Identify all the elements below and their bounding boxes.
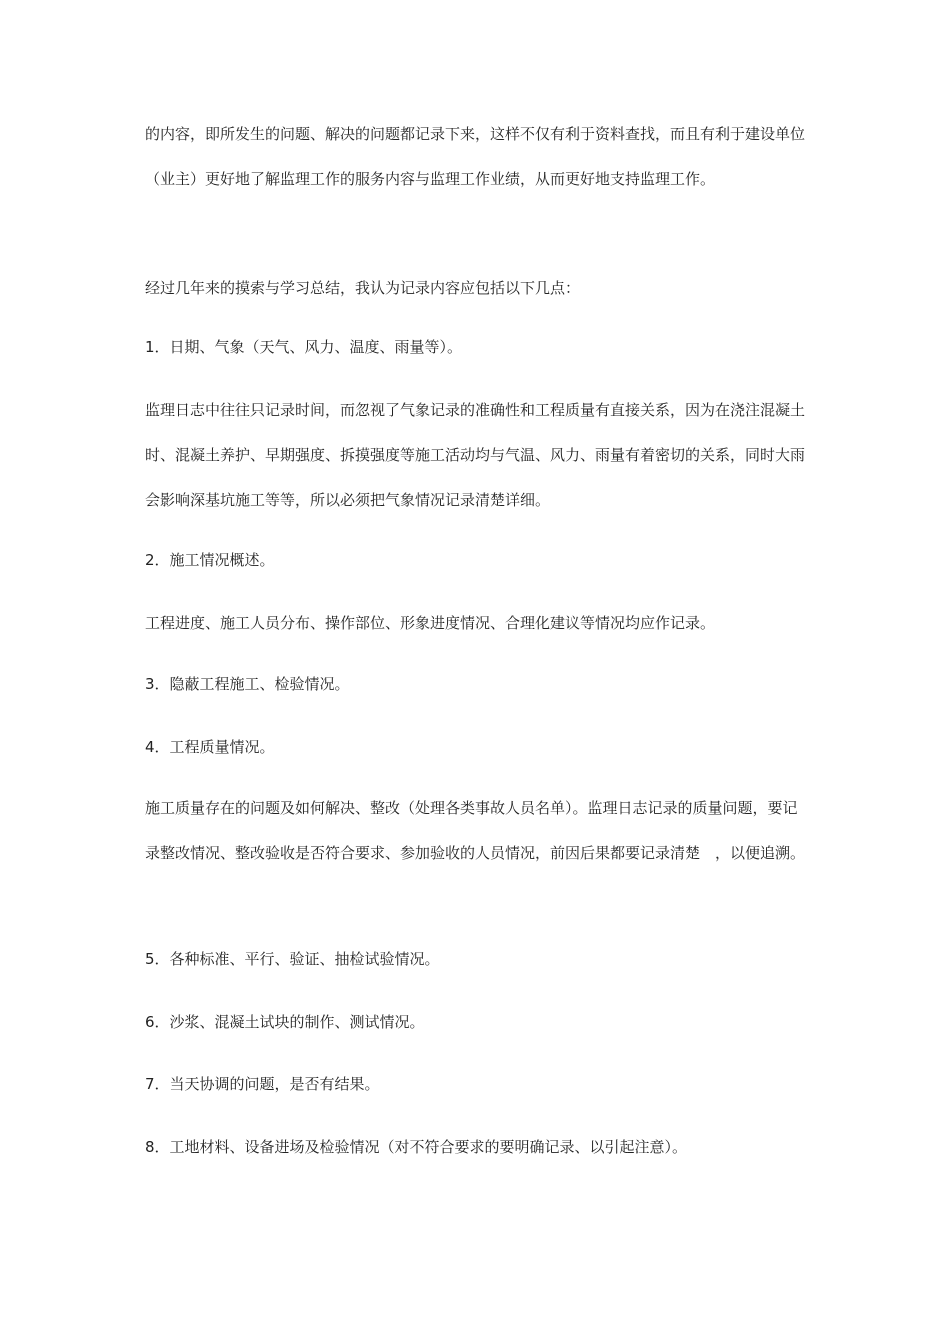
list-item-5-heading: 5．各种标准、平行、验证、抽检试验情况。 xyxy=(145,950,440,968)
paragraph-quality-detail: 施工质量存在的问题及如何解决、整改（处理各类事故人员名单）。监理日志记录的质量问题，要记录整改情况、整改验收是否符合要求、参加验收的人员情况，前因后果都要记录清楚 ，以便追溯。 xyxy=(145,799,806,862)
paragraph-construction-detail: 工程进度、施工人员分布、操作部位、形象进度情况、合理化建议等情况均应作记录。 xyxy=(145,614,716,632)
list-item-7-heading: 7．当天协调的问题，是否有结果。 xyxy=(145,1075,380,1093)
list-item-8-heading: 8．工地材料、设备进场及检验情况（对不符合要求的要明确记录、以引起注意）。 xyxy=(145,1138,688,1156)
paragraph-summary: 经过几年来的摸索与学习总结，我认为记录内容应包括以下几点： xyxy=(145,279,581,297)
list-item-4-heading: 4．工程质量情况。 xyxy=(145,738,275,756)
list-item-1-heading: 1．日期、气象（天气、风力、温度、雨量等）。 xyxy=(145,338,463,356)
list-item-3-heading: 3．隐蔽工程施工、检验情况。 xyxy=(145,675,350,693)
list-item-2-heading: 2．施工情况概述。 xyxy=(145,551,275,569)
paragraph-intro-continuation: 的内容，即所发生的问题、解决的问题都记录下来，这样不仅有利于资料查找，而且有利于建设单位（业主）更好地了解监理工作的服务内容与监理工作业绩，从而更好地支持监理工作。 xyxy=(145,125,806,188)
list-item-6-heading: 6．沙浆、混凝土试块的制作、测试情况。 xyxy=(145,1013,425,1031)
paragraph-weather-detail: 监理日志中往往只记录时间，而忽视了气象记录的准确性和工程质量有直接关系，因为在浇注混凝土时、混凝土养护、早期强度、拆摸强度等施工活动均与气温、风力、雨量有着密切的关系，同时大雨会影响深基坑施工等等，所以必须把气象情况记录清楚详细。 xyxy=(145,401,806,509)
